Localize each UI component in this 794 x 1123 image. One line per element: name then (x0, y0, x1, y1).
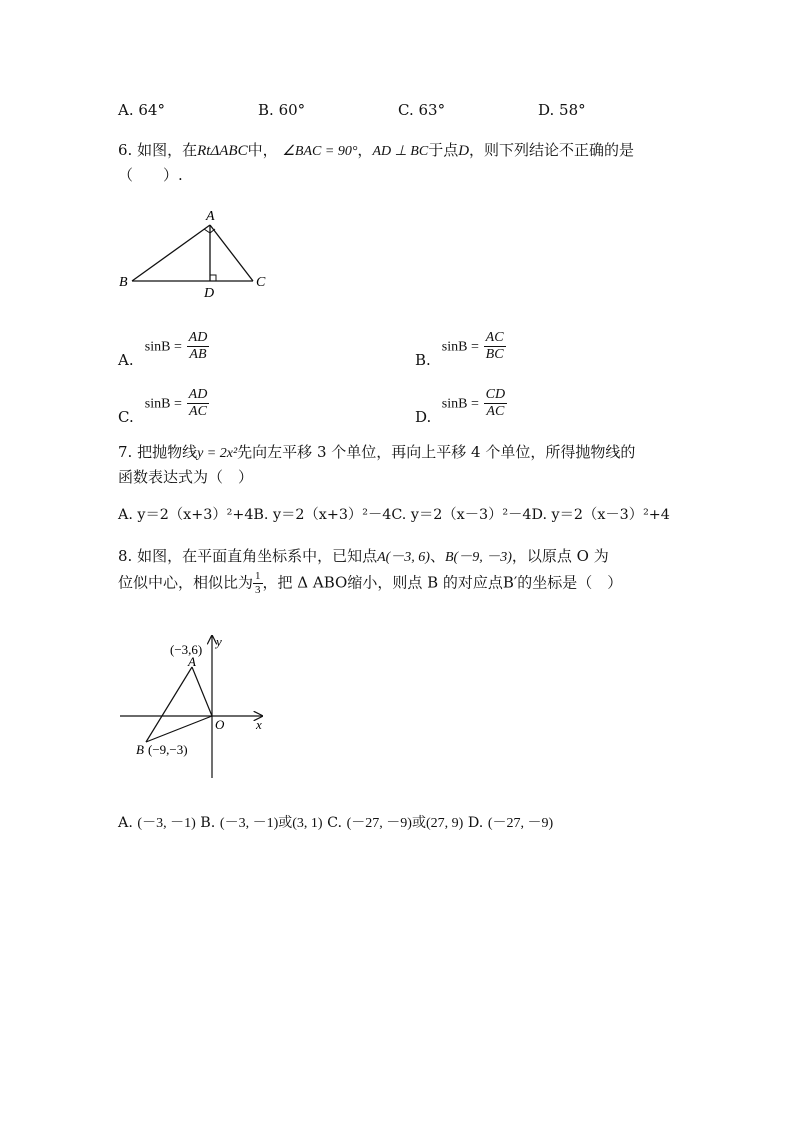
x-axis-label: x (256, 717, 262, 732)
origin-label: O (215, 717, 225, 732)
q7-stem-line1: 7. 把抛物线y = 2x²先向左平移 3 个单位，再向上平移 4 个单位，所得抛物线的 (118, 443, 636, 461)
fraction: $\frac{CD}{AC}$ (485, 387, 506, 419)
label-c: C (256, 275, 266, 290)
q5-option-c: C. 63° (398, 101, 446, 119)
q8-option-c: C. (－27, －9)或(27, 9) (327, 815, 464, 831)
q7-stem-line2: 函数表达式为（ ） (118, 468, 254, 486)
q8-option-a: A. (－3, －1) (118, 815, 196, 831)
q8-option-d: D. (－27, －9) (467, 815, 554, 831)
fraction: $\frac{AD}{AB}$ (188, 330, 208, 362)
q8-options (118, 812, 553, 832)
q5-option-a: A. 64° (118, 101, 165, 119)
q6-option-a: A. sinB = $\frac{AD}{AB}$ (118, 330, 208, 369)
q6-stem-bracket: （ ）. (118, 166, 183, 184)
segment-ao (192, 667, 212, 716)
label-d: D (204, 286, 215, 300)
q6-option-c: C. sinB = $\frac{AD}{AC}$ (118, 387, 208, 426)
q8-stem-line1: 8. 如图，在平面直角坐标系中，已知点A(－3, 6)、B(－9, －3)，以原点 O 为 (118, 547, 609, 565)
right-angle-mark-d (210, 275, 216, 281)
segment-ab (132, 225, 210, 281)
point-a-label: A (188, 654, 196, 669)
point-a-coord: (−3,6) (170, 642, 203, 657)
segment-ac (210, 225, 253, 281)
q7-options: A. y＝2（x+3）²+4B. y＝2（x+3）²－4C. y＝2（x－3）²－4D. y＝2（x－3）²+4 (118, 507, 670, 523)
q6-stem-line1: 6. 如图，在RtΔABC中， ∠BAC = 90°，AD ⊥ BC于点D，则下列结论不正确的是 (118, 141, 635, 159)
q5-option-d: D. 58° (538, 101, 586, 119)
segment-bo (146, 716, 212, 742)
label-a: A (206, 209, 215, 224)
q8-stem-line2: 位似中心，相似比为 $\frac{1}{3}$ ，把 Δ ABO缩小，则点 B 的对应点B′的坐标是（ ） (118, 570, 623, 596)
ratio-fraction: $\frac{1}{3}$ (255, 570, 261, 596)
point-b-label: B (136, 742, 144, 757)
label-b: B (119, 275, 128, 290)
segment-ab (146, 667, 192, 742)
fraction: $\frac{AC}{BC}$ (485, 330, 504, 362)
q6-triangle-figure (115, 205, 275, 300)
q5-option-b: B. 60° (258, 101, 306, 119)
y-axis-label: y (216, 634, 222, 649)
q6-option-d: D. sinB = $\frac{CD}{AC}$ (415, 387, 506, 426)
q8-coordinate-figure (112, 630, 282, 785)
point-b-coord: (−9,−3) (148, 742, 188, 757)
fraction: $\frac{AD}{AC}$ (188, 387, 208, 419)
q6-option-b: B. sinB = $\frac{AC}{BC}$ (415, 330, 504, 369)
q8-option-b: B. (－3, －1)或(3, 1) (200, 815, 323, 831)
